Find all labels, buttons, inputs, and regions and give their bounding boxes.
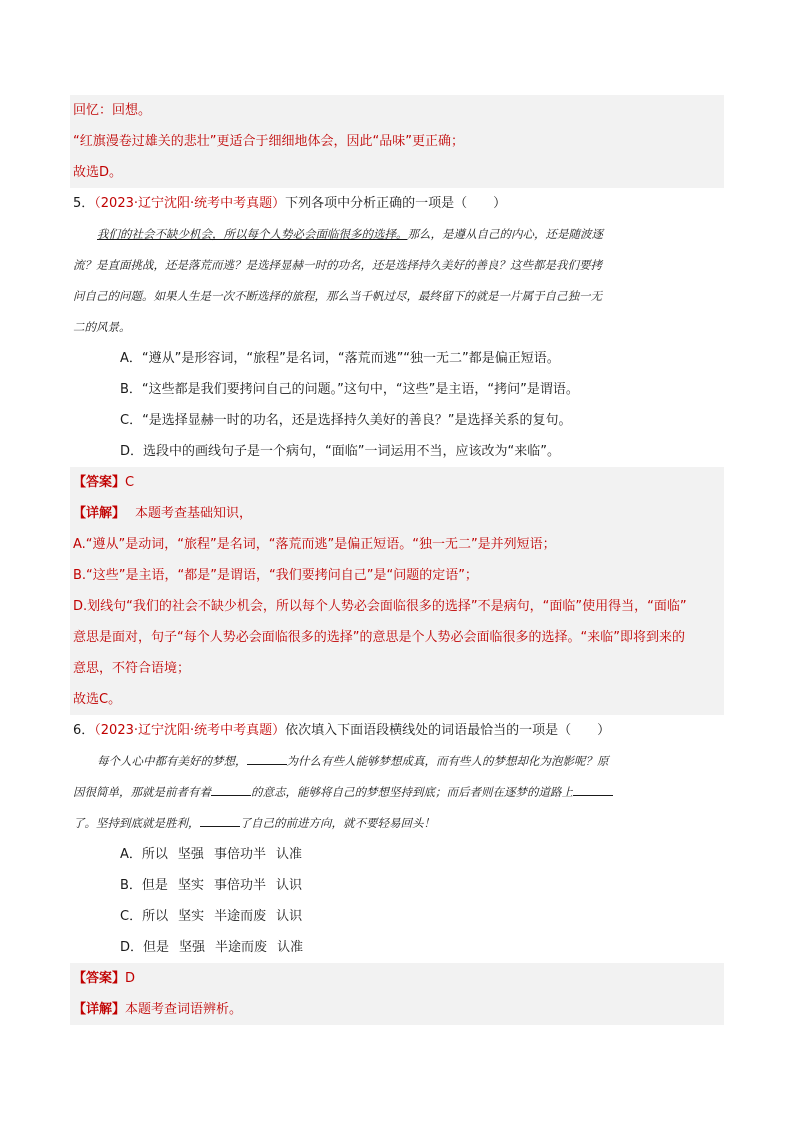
- detail-line: A.“遵从”是动词，“旅程”是名词，“落荒而逃”是偏正短语。“独一无二”是并列短语；: [73, 537, 556, 552]
- answer-value: D: [125, 971, 136, 986]
- previous-explanation: [70, 95, 724, 188]
- question-number: 6．: [73, 723, 95, 738]
- option-d: D．但是 坚强 半途而废 认准: [120, 940, 304, 955]
- fill-blank: [200, 814, 240, 827]
- question-6-solution: [70, 963, 724, 1025]
- option-c: C．“是选择显赫一时的功名，还是选择持久美好的善良？”是选择关系的复句。: [120, 413, 572, 428]
- detail-line: 【详解】本题考查词语辨析。: [73, 1002, 243, 1017]
- question-6-passage: [70, 746, 724, 839]
- underlined-sentence: 我们的社会不缺少机会，所以每个人势必会面临很多的选择。: [97, 227, 408, 241]
- question-6-stem: [70, 715, 724, 746]
- explanation-line: 回忆：回想。: [73, 103, 152, 118]
- fill-blank: [573, 783, 613, 796]
- detail-line: 意思是面对，句子“每个人势必会面临很多的选择”的意思是个人势必会面临很多的选择。“来临”即将到来的: [73, 630, 685, 645]
- question-5-passage: [70, 219, 724, 343]
- passage-line: 问自己的问题。如果人生是一次不断选择的旅程，那么当千帆过尽，最终留下的就是一片属于自己独一无: [73, 289, 602, 303]
- fill-blank: [247, 752, 287, 765]
- question-text: 依次填入下面语段横线处的词语最恰当的一项是（ ）: [285, 723, 611, 738]
- passage-line: 二的风景。: [73, 320, 131, 334]
- explanation-line: “红旗漫卷过雄关的悲壮”更适合于细细地体会，因此“品味”更正确；: [73, 134, 464, 149]
- question-source: （2023·辽宁沈阳·统考中考真题）: [94, 723, 286, 738]
- answer-value: C: [125, 475, 135, 490]
- passage-line: 每个人心中都有美好的梦想， 为什么有些人能够梦想成真，而有些人的梦想却化为泡影呢？原: [97, 754, 609, 768]
- answer-line: [70, 467, 724, 498]
- question-number: 5．: [73, 196, 95, 211]
- option-b: B．“这些都是我们要拷问自己的问题。”这句中，“这些”是主语，“拷问”是谓语。: [120, 382, 579, 397]
- option-c: C．所以 坚实 半途而废 认识: [120, 909, 303, 924]
- detail-line: D.划线句“我们的社会不缺少机会，所以每个人势必会面临很多的选择”不是病句，“面临”使用得当，“面临”: [73, 599, 687, 614]
- detail-label: 【详解】: [73, 506, 126, 521]
- option-b: B．但是 坚实 事倍功半 认识: [120, 878, 302, 893]
- detail-line: B.“这些”是主语，“都是”是谓语，“我们要拷问自己”是“问题的定语”；: [73, 568, 478, 583]
- question-source: （2023·辽宁沈阳·统考中考真题）: [94, 196, 286, 211]
- detail-label: 【详解】: [73, 1002, 126, 1017]
- answer-line: [70, 963, 724, 994]
- option-d: D．选段中的画线句子是一个病句，“面临”一词运用不当，应该改为“来临”。: [120, 444, 560, 459]
- document-page: [70, 95, 724, 1025]
- conclusion-line: 故选C。: [73, 692, 122, 707]
- option-a: A．“遵从”是形容词，“旅程”是名词，“落荒而逃”“独一无二”都是偏正短语。: [120, 351, 560, 366]
- option-a: A．所以 坚强 事倍功半 认准: [120, 847, 302, 862]
- question-5-stem: [70, 188, 724, 219]
- passage-line: 因很简单，那就是前者有着 的意志，能够将自己的梦想坚持到底；而后者则在逐梦的道路上: [73, 777, 724, 808]
- detail-line: 意思，不符合语境；: [73, 661, 191, 676]
- question-text: 下列各项中分析正确的一项是（ ）: [285, 196, 507, 211]
- answer-label: 【答案】: [73, 475, 126, 490]
- passage-line: 了。坚持到底就是胜利， 了自己的前进方向，就不要轻易回头！: [73, 816, 435, 830]
- explanation-line: 故选D。: [73, 165, 123, 180]
- fill-blank: [211, 783, 251, 796]
- answer-label: 【答案】: [73, 971, 126, 986]
- passage-line: 我们的社会不缺少机会，所以每个人势必会面临很多的选择。那么，是遵从自己的内心，还是随波逐: [97, 227, 603, 241]
- passage-line: 流？是直面挑战，还是落荒而逃？是选择显赫一时的功名，还是选择持久美好的善良？这些都是我们要拷: [73, 258, 602, 272]
- question-5-solution: [70, 467, 724, 715]
- detail-line: 【详解】 本题考查基础知识，: [73, 506, 253, 521]
